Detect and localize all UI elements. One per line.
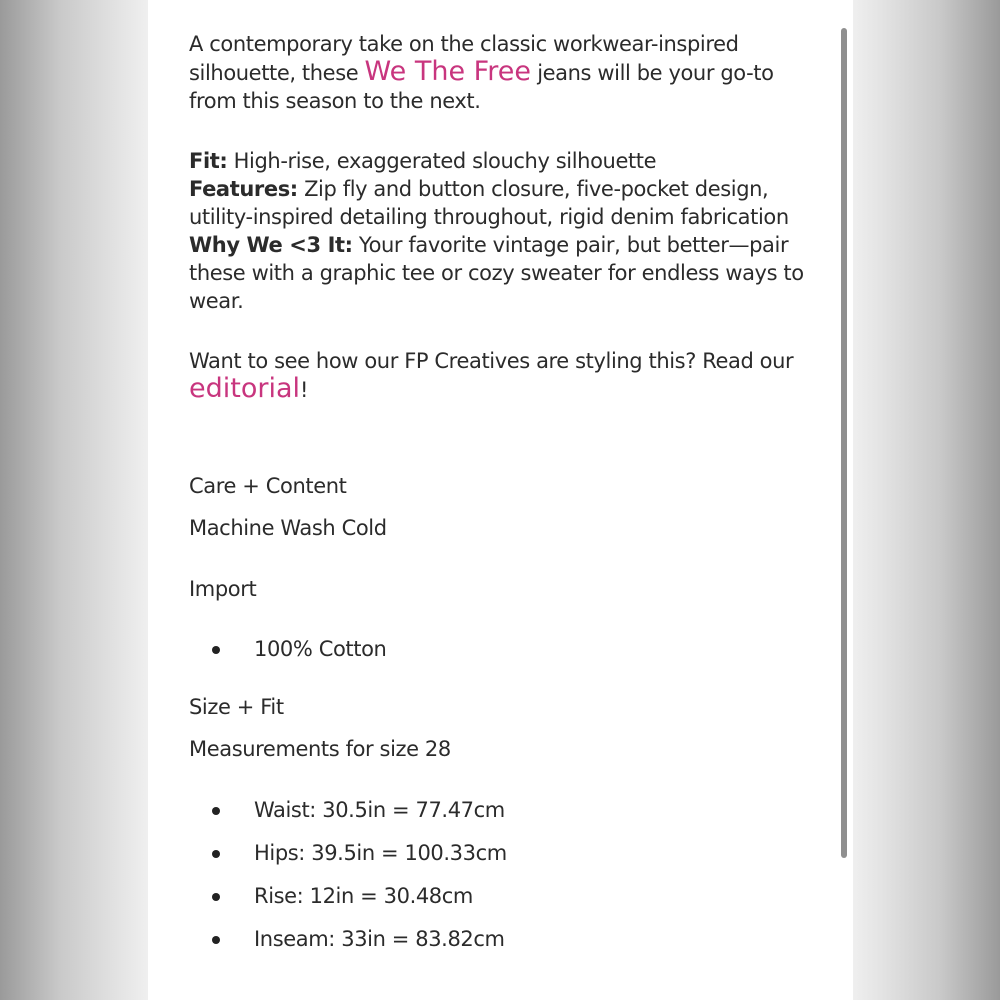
features-line [189,175,814,231]
vertical-scrollbar[interactable] [841,28,847,858]
bullet-icon [212,807,220,815]
fit-text: High-rise, exaggerated slouchy silhouette [227,149,657,173]
materials-list [189,635,814,678]
measurement-inseam: Inseam: 33in = 83.82cm [254,927,505,951]
fit-line [189,147,814,175]
material-text: 100% Cotton [254,637,387,661]
cta-text: Want to see how our FP Creatives are styling this? Read our [189,349,794,373]
measurements-list [189,796,814,968]
bullet-icon [212,646,220,654]
list-item [189,796,814,839]
measurement-rise: Rise: 12in = 30.48cm [254,884,473,908]
product-description [189,30,814,968]
brand-name: We The Free [364,56,531,87]
bullet-icon [212,850,220,858]
list-item [189,635,814,678]
measurement-hips: Hips: 39.5in = 100.33cm [254,841,507,865]
why-text: Your favorite vintage pair, but better—pair these with a graphic tee or cozy sweater for endless ways to wear. [189,233,804,313]
list-item [189,882,814,925]
fit-label: Fit: [189,149,228,173]
intro-text-before: A contemporary take on the classic workwear-inspired silhouette, these [189,32,739,85]
editorial-cta [189,347,814,404]
bullet-icon [212,936,220,944]
wash-instructions: Machine Wash Cold [189,516,387,540]
list-item [189,839,814,882]
size-fit-heading: Size + Fit [189,695,284,719]
features-label: Features: [189,177,298,201]
why-we-love-it-line [189,231,814,315]
origin-import: Import [189,577,257,601]
bullet-icon [212,893,220,901]
measurements-title: Measurements for size 28 [189,737,451,761]
features-text: Zip fly and button closure, five-pocket design, utility-inspired detailing throughout, rigid denim fabrication [189,177,789,229]
measurement-waist: Waist: 30.5in = 77.47cm [254,798,505,822]
list-item [189,925,814,968]
editorial-link[interactable]: editorial [189,373,301,404]
intro-paragraph [189,30,814,115]
product-details-panel [148,0,853,1000]
why-label: Why We <3 It: [189,233,353,257]
care-content-heading: Care + Content [189,474,347,498]
intro-text-after: jeans will be your go-to from this season to the next. [189,61,774,113]
cta-exclamation: ! [300,378,309,402]
